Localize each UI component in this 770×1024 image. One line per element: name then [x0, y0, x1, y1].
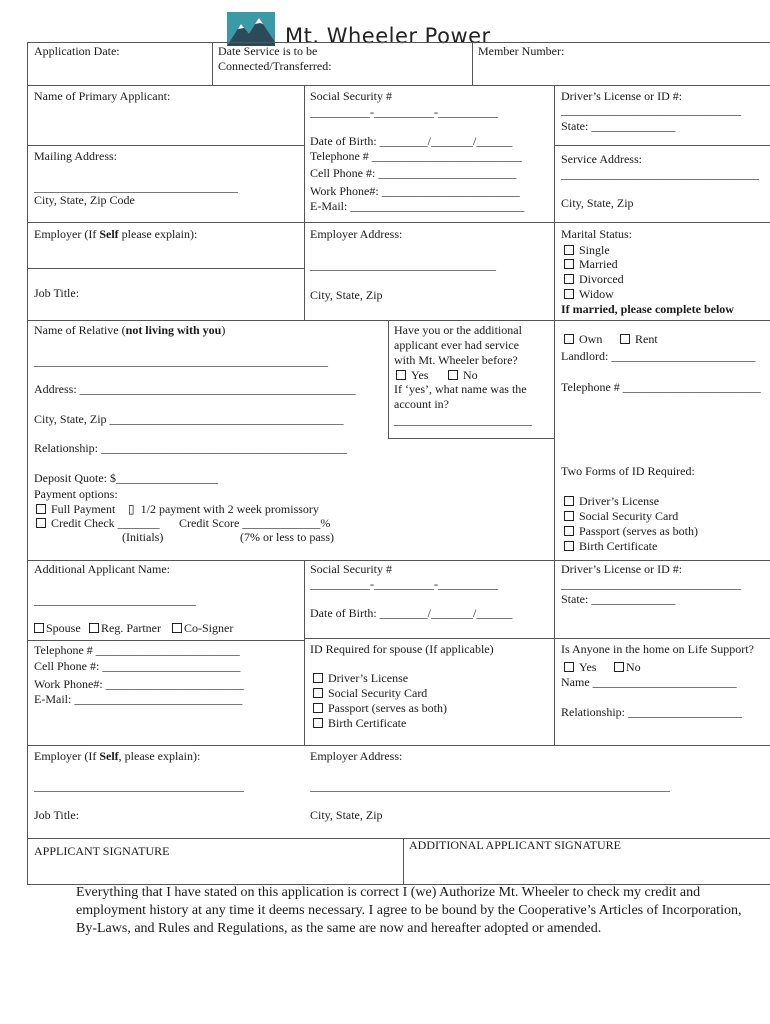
cosigner-option[interactable]: Co-Signer [172, 621, 233, 635]
application-date-label: Application Date: [34, 44, 120, 58]
checkbox-icon[interactable] [564, 526, 574, 536]
rent-option[interactable]: Rent [620, 332, 658, 346]
prior-service-question-3: with Mt. Wheeler before? [394, 353, 518, 367]
full-payment-option[interactable]: Full Payment [36, 502, 115, 516]
checkbox-icon[interactable] [89, 623, 99, 633]
member-number-label: Member Number: [478, 44, 565, 58]
prior-service-question: Have you or the additional [394, 323, 522, 337]
checkbox-icon[interactable] [564, 245, 574, 255]
employer-address-field[interactable]: _______________________________ [310, 258, 496, 272]
additional-ssn-field[interactable]: __________-__________-__________ [310, 577, 498, 591]
checkbox-icon[interactable] [34, 623, 44, 633]
checkbox-icon[interactable] [614, 662, 624, 672]
additional-employer-field[interactable]: ___________________________________ [34, 779, 244, 793]
checkbox-icon[interactable] [564, 662, 574, 672]
id-ssc-option[interactable]: Social Security Card [564, 509, 678, 523]
additional-telephone-field[interactable]: Telephone # ________________________ [34, 643, 240, 657]
additional-employer-address-label: Employer Address: [310, 749, 403, 763]
cell-phone-field[interactable]: Cell Phone #: _______________________ [310, 166, 517, 180]
prior-yes-option[interactable]: Yes [396, 368, 428, 382]
date-service-label-2: Connected/Transferred: [218, 59, 332, 73]
dob-field[interactable]: Date of Birth: ________/_______/______ [310, 134, 513, 148]
checkbox-icon[interactable] [313, 688, 323, 698]
marital-widow-option[interactable]: Widow [564, 287, 614, 301]
spouse-id-passport-option[interactable]: Passport (serves as both) [313, 701, 447, 715]
employer-label: Employer (If Self please explain): [34, 227, 198, 241]
initials-label: (Initials) [122, 530, 164, 544]
pass-note: (7% or less to pass) [240, 530, 334, 544]
job-title-label: Job Title: [34, 286, 80, 300]
additional-cell-field[interactable]: Cell Phone #: _______________________ [34, 659, 241, 673]
spouse-id-ssc-option[interactable]: Social Security Card [313, 686, 427, 700]
additional-employer-label: Employer (If Self, please explain): [34, 749, 201, 763]
drivers-license-label: Driver’s License or ID #: [561, 89, 683, 103]
prior-name-question: If ‘yes’, what name was the [394, 382, 527, 396]
checkbox-icon[interactable] [313, 718, 323, 728]
additional-ssn-label: Social Security # [310, 562, 392, 576]
relative-name-label: Name of Relative (not living with you) [34, 323, 226, 337]
checkbox-icon[interactable] [564, 259, 574, 269]
relative-name-field[interactable]: _________________________________________________ [34, 354, 328, 368]
prior-name-question-2: account in? [394, 397, 449, 411]
credit-score-field[interactable]: Credit Score _____________% [179, 516, 331, 530]
relative-relationship-field[interactable]: Relationship: _________________________________________ [34, 441, 347, 455]
checkbox-icon[interactable] [313, 703, 323, 713]
marital-divorced-option[interactable]: Divorced [564, 272, 624, 286]
checkbox-icon[interactable] [36, 518, 46, 528]
applicant-signature-field[interactable]: APPLICANT SIGNATURE [34, 844, 170, 858]
id-required-label: Two Forms of ID Required: [561, 464, 695, 478]
additional-employer-city-label: City, State, Zip [310, 808, 383, 822]
additional-employer-address-field[interactable]: ____________________________________________________________ [310, 779, 670, 793]
additional-dob-field[interactable]: Date of Birth: ________/_______/______ [310, 606, 513, 620]
payment-options-label: Payment options: [34, 487, 118, 501]
work-phone-field[interactable]: Work Phone#: _______________________ [310, 184, 520, 198]
id-drivers-license-option[interactable]: Driver’s License [564, 494, 659, 508]
landlord-field[interactable]: Landlord: ________________________ [561, 349, 756, 363]
checkbox-icon[interactable] [564, 289, 574, 299]
half-payment-option[interactable]: ▯ 1/2 payment with 2 week promissory [128, 502, 319, 516]
relative-city-field[interactable]: City, State, Zip _______________________________________ [34, 412, 344, 426]
state-field[interactable]: State: ______________ [561, 119, 676, 133]
additional-state-field[interactable]: State: ______________ [561, 592, 676, 606]
landlord-telephone-field[interactable]: Telephone # _______________________ [561, 380, 761, 394]
life-support-question: Is Anyone in the home on Life Support? [561, 642, 754, 656]
prior-no-option[interactable]: No [448, 368, 478, 382]
additional-name-label: Additional Applicant Name: [34, 562, 170, 576]
checkbox-icon[interactable] [564, 496, 574, 506]
mountain-logo-icon [227, 12, 275, 46]
id-birth-certificate-option[interactable]: Birth Certificate [564, 539, 657, 553]
married-note: If married, please complete below [561, 302, 734, 316]
checkbox-icon[interactable] [36, 504, 46, 514]
authorization-statement: Everything that I have stated on this application is correct I (we) Authorize Mt. Wheeler to check my credit and employment history at any time it deems necessary. I agree to be bound by the Cooperative’s Articles of Incorporation, By-Laws, and Rules and Regulations, as the same are now and hereafter adopted or amended. [76, 885, 742, 936]
life-support-relationship-field[interactable]: Relationship: ___________________ [561, 705, 742, 719]
additional-dl-label: Driver’s License or ID #: [561, 562, 683, 576]
checkbox-icon[interactable] [564, 274, 574, 284]
reg-partner-option[interactable]: Reg. Partner [89, 621, 161, 635]
service-address-field[interactable]: _________________________________ [561, 167, 759, 181]
credit-check-option[interactable]: Credit Check _______ [36, 516, 160, 530]
marital-status-label: Marital Status: [561, 227, 632, 241]
ssn-field[interactable]: __________-__________-__________ [310, 105, 498, 119]
additional-email-field[interactable]: E-Mail: ____________________________ [34, 692, 243, 706]
relative-address-field[interactable]: Address: ______________________________________________ [34, 382, 356, 396]
additional-job-title-label: Job Title: [34, 808, 80, 822]
checkbox-icon[interactable] [620, 334, 630, 344]
spouse-id-birth-option[interactable]: Birth Certificate [313, 716, 406, 730]
checkbox-icon[interactable] [564, 541, 574, 551]
mailing-address-label: Mailing Address: [34, 149, 117, 163]
spouse-option[interactable]: Spouse [34, 621, 81, 635]
own-option[interactable]: Own [564, 332, 602, 346]
checkbox-icon[interactable] [396, 370, 406, 380]
ssn-label: Social Security # [310, 89, 392, 103]
checkbox-icon[interactable] [564, 511, 574, 521]
telephone-field[interactable]: Telephone # _________________________ [310, 149, 522, 163]
id-spouse-label: ID Required for spouse (If applicable) [310, 642, 494, 656]
checkbox-icon[interactable] [172, 623, 182, 633]
employer-address-label: Employer Address: [310, 227, 403, 241]
checkbox-icon[interactable] [313, 673, 323, 683]
service-address-label: Service Address: [561, 152, 642, 166]
brand-name: Mt. Wheeler Power [285, 24, 491, 48]
checkbox-icon[interactable] [564, 334, 574, 344]
primary-name-label: Name of Primary Applicant: [34, 89, 171, 103]
additional-signature-field[interactable]: ADDITIONAL APPLICANT SIGNATURE [409, 838, 621, 852]
service-city-label: City, State, Zip [561, 196, 634, 210]
city-state-zip-label: City, State, Zip Code [34, 193, 135, 207]
life-support-yes-option[interactable]: Yes [564, 660, 596, 674]
life-support-no-option[interactable]: No [614, 660, 641, 674]
marital-married-option[interactable]: Married [564, 257, 618, 271]
additional-work-field[interactable]: Work Phone#: _______________________ [34, 677, 244, 691]
prior-name-field[interactable]: _______________________ [394, 413, 532, 427]
deposit-quote-field[interactable]: Deposit Quote: $_________________ [34, 471, 218, 485]
additional-dl-field[interactable]: ______________________________ [561, 577, 741, 591]
mailing-address-field[interactable]: __________________________________ [34, 180, 238, 194]
prior-service-question-2: applicant ever had service [394, 338, 519, 352]
id-passport-option[interactable]: Passport (serves as both) [564, 524, 698, 538]
drivers-license-field[interactable]: ______________________________ [561, 103, 741, 117]
spouse-id-dl-option[interactable]: Driver’s License [313, 671, 408, 685]
marital-single-option[interactable]: Single [564, 243, 610, 257]
employer-city-label: City, State, Zip [310, 288, 383, 302]
checkbox-icon[interactable] [448, 370, 458, 380]
date-service-label: Date Service is to be [218, 44, 318, 58]
half-payment-glyph[interactable]: ▯ [128, 502, 135, 516]
life-support-name-field[interactable]: Name ________________________ [561, 675, 737, 689]
email-field[interactable]: E-Mail: _____________________________ [310, 199, 525, 213]
additional-name-field[interactable]: ___________________________ [34, 593, 196, 607]
